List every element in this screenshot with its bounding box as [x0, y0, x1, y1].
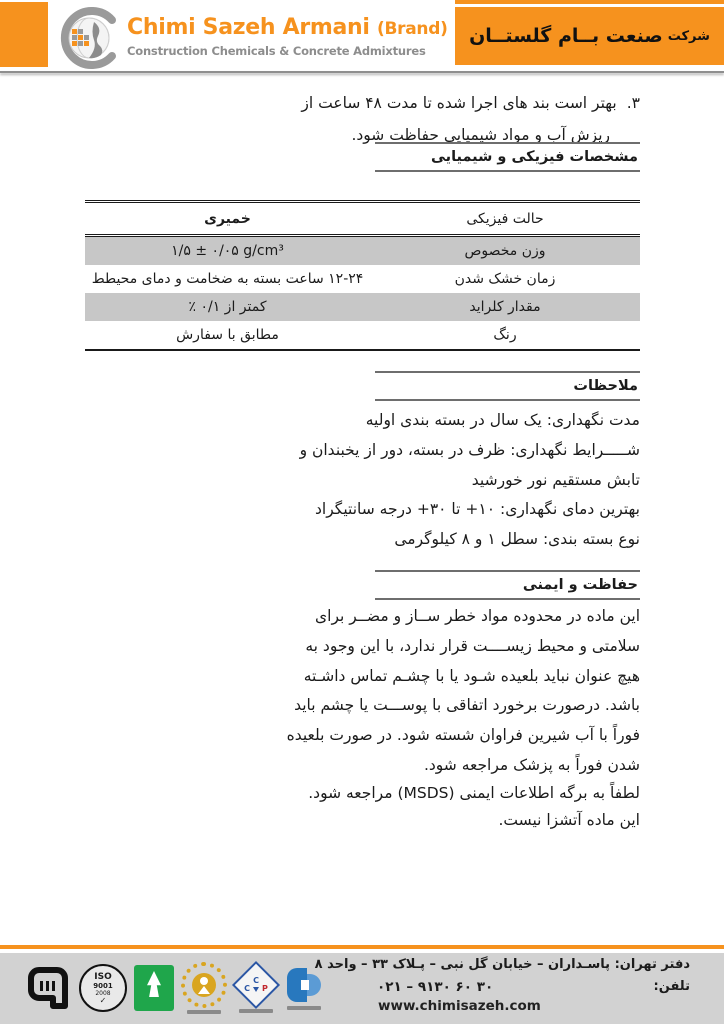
row-label: وزن مخصوص: [464, 243, 546, 259]
safety-line: این ماده در محدوده مواد خطر ســاز و مضــر برای: [315, 607, 640, 625]
iso-9001-seal-icon: [79, 964, 127, 1012]
brand-badge-text: (Brand): [377, 19, 448, 39]
row-label: مقدار کلراید: [469, 299, 541, 315]
ccp-letter: P: [262, 984, 268, 993]
table-header-label: حالت فیزیکی: [466, 210, 544, 227]
row-value: ۱/۵ ± ۰/۰۵ g/cm³: [171, 243, 284, 259]
safety-line: فوراً با آب شیرین فراوان شسته شود. در صورت بلعیده: [286, 726, 640, 744]
ccp-diamond-logo-icon: [234, 963, 278, 1013]
instruction-item-3-line1: [301, 93, 640, 114]
safety-line: لطفاً به برگه اطلاعات ایمنی (MSDS) مراجعه شود.: [308, 784, 640, 802]
table-header-row: [85, 203, 640, 237]
notes-line: نوع بسته بندی: سطل ۱ و ۸ کیلوگرمی: [394, 530, 640, 548]
item-3-number: ۳.: [626, 94, 640, 112]
notes-line: مدت نگهداری: یک سال در بسته بندی اولیه: [365, 411, 640, 429]
company-name-banner: [455, 7, 724, 65]
green-certification-logo-icon: [134, 965, 174, 1011]
item-3-text: بهتر است بند های اجرا شده تا مدت ۴۸ ساعت از: [301, 94, 617, 112]
table-row-color: [85, 321, 640, 349]
company-fa-prefix: شرکت: [667, 28, 710, 44]
notes-line: تابش مستقیم نور خورشید: [471, 471, 640, 489]
section-title-specs: مشخصات فیزیکی و شیمیایی: [375, 142, 640, 172]
row-label: زمان خشک شدن: [454, 271, 556, 287]
company-fa-main: صنعت بــام گلستــان: [469, 25, 663, 47]
notes-line: بهترین دمای نگهداری: ۱۰+ تا ۳۰+ درجه سانتیگراد: [315, 500, 640, 518]
table-row-drying-time: [85, 265, 640, 293]
instruction-item-3-line2: ریزش آب و مواد شیمیایی حفاظت شود.: [351, 126, 610, 144]
safety-line: سلامتی و محیط زیســــت قرار ندارد، با این وجود به: [305, 637, 640, 655]
concrete-association-logo-icon: [285, 966, 323, 1010]
brand-title: [127, 15, 448, 42]
iso-seal-text: ISO: [94, 971, 112, 982]
iso-seal-text: 9001: [93, 981, 113, 990]
iso-seal-text: 2008: [95, 989, 111, 997]
brand-subtitle: Construction Chemicals & Concrete Admixtures: [127, 44, 426, 58]
table-header-value: خمیری: [204, 210, 251, 227]
section-title-notes: ملاحظات: [375, 371, 640, 401]
isiri-standard-logo-icon: [26, 965, 72, 1011]
spec-table: [85, 200, 640, 351]
office-address-value: پاسـداران – خیابان گل نبی – پـلاک ۳۳ – واحد ۸: [314, 957, 611, 972]
website-url: www.chimisazeh.com: [378, 998, 541, 1014]
table-row-chloride: [85, 293, 640, 321]
office-address: [315, 957, 690, 972]
safety-line: شدن فوراً به پزشک مراجعه شود.: [423, 756, 640, 774]
ccp-letter: C: [244, 984, 250, 993]
header-divider-rule: [0, 71, 724, 73]
iso-seal-tick: ✓: [99, 995, 107, 1005]
brand-name-text: Chimi Sazeh Armani: [127, 15, 370, 40]
footer-orange-rule: [0, 945, 724, 949]
brand-block: [127, 15, 448, 58]
ccp-letter: C: [253, 976, 259, 985]
safety-line: این ماده آتشزا نیست.: [498, 811, 640, 829]
table-row-density: [85, 237, 640, 265]
safety-line: هیچ عنوان نباید بلعیده شـود یا با چشـم تماس داشـته: [303, 667, 640, 685]
globe-logo-icon: [56, 7, 122, 73]
header-orange-top-strip: [455, 0, 724, 4]
row-value: ۱۲-۲۴ ساعت بسته به ضخامت و دمای محیطط: [91, 271, 364, 287]
header-orange-block-left: [0, 2, 48, 67]
footer-panel: [0, 953, 724, 1024]
section-title-safety: حفاظت و ایمنی: [375, 570, 640, 600]
row-label: رنگ: [493, 327, 517, 343]
phone-number: ۰۲۱ – ۹۱۳۰ ۶۰ ۳۰: [377, 979, 494, 995]
safety-line: باشد. درصورت برخورد اتفاقی با پوســـت یا چشم باید: [294, 696, 640, 714]
notes-line: شـــــرایط نگهداری: ظرف در بسته، دور از یخبندان و: [299, 441, 640, 459]
office-address-label: دفتر تهران:: [614, 957, 690, 972]
row-value: کمتر از ۰/۱ ٪: [188, 299, 267, 315]
row-value: مطابق با سفارش: [176, 327, 279, 343]
phone-label: تلفن:: [653, 979, 690, 994]
gear-association-logo-icon: [181, 962, 227, 1014]
certification-logos: [26, 958, 323, 1018]
